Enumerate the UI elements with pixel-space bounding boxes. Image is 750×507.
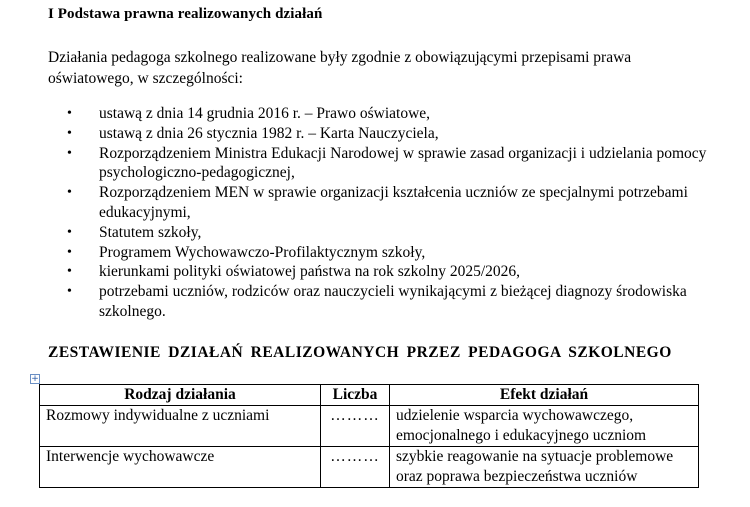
table-header-row (40, 385, 699, 406)
table-section-title: ZESTAWIENIE DZIAŁAŃ REALIZOWANYCH PRZEZ PEDAGOGA SZKOLNEGO (48, 344, 672, 361)
list-item-text: ustawą z dnia 26 stycznia 1982 r. – Karta Nauczyciela, (99, 124, 439, 142)
list-item (48, 183, 728, 223)
list-item (48, 144, 728, 184)
list-item (48, 124, 728, 144)
bullet-icon: • (67, 264, 72, 280)
list-item-text: Programem Wychowawczo-Profilaktycznym szkoły, (99, 243, 426, 261)
bullet-icon: • (67, 244, 72, 260)
table-move-handle-icon[interactable]: + (31, 374, 39, 384)
table-cell[interactable]: ……… (321, 447, 390, 488)
list-item-text: Rozporządzeniem MEN w sprawie organizacji kształcenia uczniów ze specjalnymi potrzebami edukacyjnymi, (99, 184, 688, 221)
list-item (48, 223, 728, 243)
table-row (40, 447, 699, 488)
list-item (48, 262, 728, 282)
table-cell[interactable]: udzielenie wsparcia wychowawczego, emocjonalnego i edukacyjnego uczniom (390, 406, 699, 447)
list-item-text: Rozporządzeniem Ministra Edukacji Narodowej w sprawie zasad organizacji i udzielania pomocy psychologiczno-pedagogicznej, (99, 144, 707, 182)
table-cell[interactable]: ……… (321, 406, 390, 447)
list-item-text: Statutem szkoły, (99, 223, 202, 241)
list-item-text: kierunkami polityki oświatowej państwa na rok szkolny 2025/2026, (99, 263, 521, 281)
column-header: Efekt działań (390, 385, 699, 406)
bullet-icon: • (67, 106, 72, 121)
table-cell[interactable]: Interwencje wychowawcze (40, 447, 321, 488)
section-heading: I Podstawa prawna realizowanych działań (48, 6, 323, 22)
bullet-icon: • (67, 224, 72, 240)
list-item (48, 243, 728, 263)
table-cell[interactable]: szybkie reagowanie na sytuacje problemowe oraz poprawa bezpieczeństwa uczniów (390, 447, 699, 488)
table-cell[interactable]: Rozmowy indywidualne z uczniami (40, 406, 321, 447)
column-header: Rodzaj działania (40, 385, 321, 406)
bullet-icon: • (67, 185, 72, 201)
bullet-icon: • (67, 125, 72, 141)
legal-basis-list (48, 104, 728, 322)
bullet-icon: • (67, 284, 72, 300)
intro-paragraph: Działania pedagoga szkolnego realizowane były zgodnie z obowiązującymi przepisami prawa oświatowego, w szczególności: (48, 49, 632, 87)
list-item (48, 104, 728, 124)
bullet-icon: • (67, 145, 72, 161)
column-header: Liczba (321, 385, 390, 406)
table-row (40, 406, 699, 447)
list-item (48, 282, 728, 322)
list-item-text: ustawą z dnia 14 grudnia 2016 r. – Prawo oświatowe, (99, 105, 431, 122)
list-item-text: potrzebami uczniów, rodziców oraz nauczycieli wynikającymi z bieżącej diagnozy środowiska szkolnego. (99, 283, 687, 320)
activities-table (39, 384, 699, 488)
